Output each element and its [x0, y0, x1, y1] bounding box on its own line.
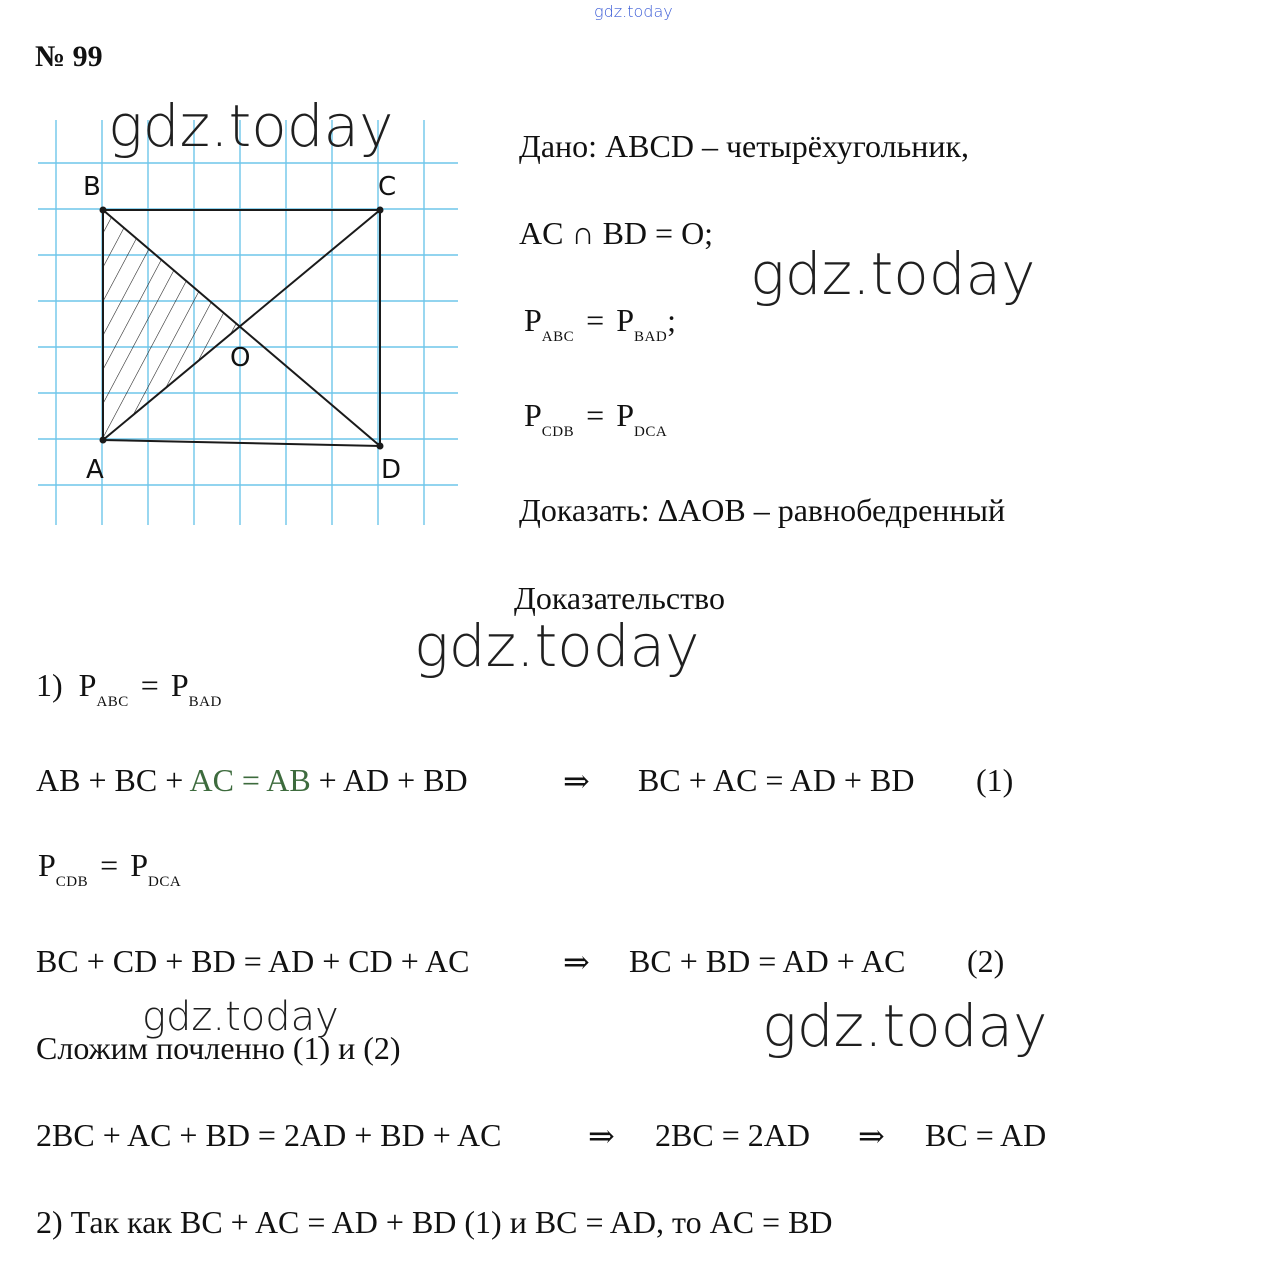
equation-3-mid: 2BC = 2AD [655, 1117, 810, 1153]
label-d: D [381, 455, 402, 485]
point-c [377, 207, 384, 214]
watermark-4: gdz.today [142, 994, 339, 1040]
equation-2-arrow: ⇒ [563, 944, 590, 980]
label-b: B [83, 172, 101, 202]
point-d [377, 443, 384, 450]
step-2-statement: 2) Так как BC + AC = AD + BD (1) и BC = AD, то AC = BD [36, 1204, 833, 1240]
prove-statement: Доказать: ΔAOB – равнобедренный [519, 492, 1006, 528]
equation-2: BC + CD + BD = AD + CD + AC [36, 943, 470, 979]
watermark-2: gdz.today [750, 240, 1036, 308]
equation-3-arrow-1: ⇒ [588, 1118, 615, 1154]
equation-2-result: BC + BD = AD + AC [629, 943, 906, 979]
watermark-top: gdz.today [594, 2, 673, 21]
label-o: O [230, 343, 251, 373]
watermark-3: gdz.today [414, 612, 700, 680]
given-perimeter-2: $P_{CDB} = P_{DCA}$ [524, 397, 668, 440]
equation-3-result: BC = AD [925, 1117, 1047, 1153]
equation-2-number: (2) [967, 943, 1005, 979]
watermark-1: gdz.today [108, 92, 394, 160]
equation-1-result: BC + AC = AD + BD [638, 762, 915, 798]
equation-1-number: (1) [976, 762, 1014, 798]
label-a: A [86, 455, 104, 485]
watermark-5: gdz.today [762, 992, 1048, 1060]
equation-3-arrow-2: ⇒ [858, 1118, 885, 1154]
problem-title: № 99 [35, 40, 103, 73]
step-1-perimeters: 1) $P_{ABC} = P_{BAD}$ [36, 667, 222, 710]
equation-3: 2BC + AC + BD = 2AD + BD + AC [36, 1117, 502, 1153]
point-a [100, 437, 107, 444]
given-line-1: Дано: ABCD – четырёхугольник, [519, 128, 969, 164]
equation-1: AB + BC + AC = AB + AD + BD [36, 762, 468, 798]
point-b [100, 207, 107, 214]
step-1b-perimeters: $P_{CDB} = P_{DCA}$ [38, 847, 182, 890]
equation-1-arrow: ⇒ [563, 763, 590, 799]
add-statement: Сложим почленно (1) и (2) [36, 1030, 401, 1066]
label-c: C [378, 172, 397, 202]
given-line-2: AC ∩ BD = O; [519, 215, 714, 251]
proof-heading: Доказательство [514, 580, 725, 616]
given-perimeter-1: $P_{ABC} = P_{BAD}$; [524, 302, 677, 345]
hatched-triangle-aob [103, 210, 240, 440]
